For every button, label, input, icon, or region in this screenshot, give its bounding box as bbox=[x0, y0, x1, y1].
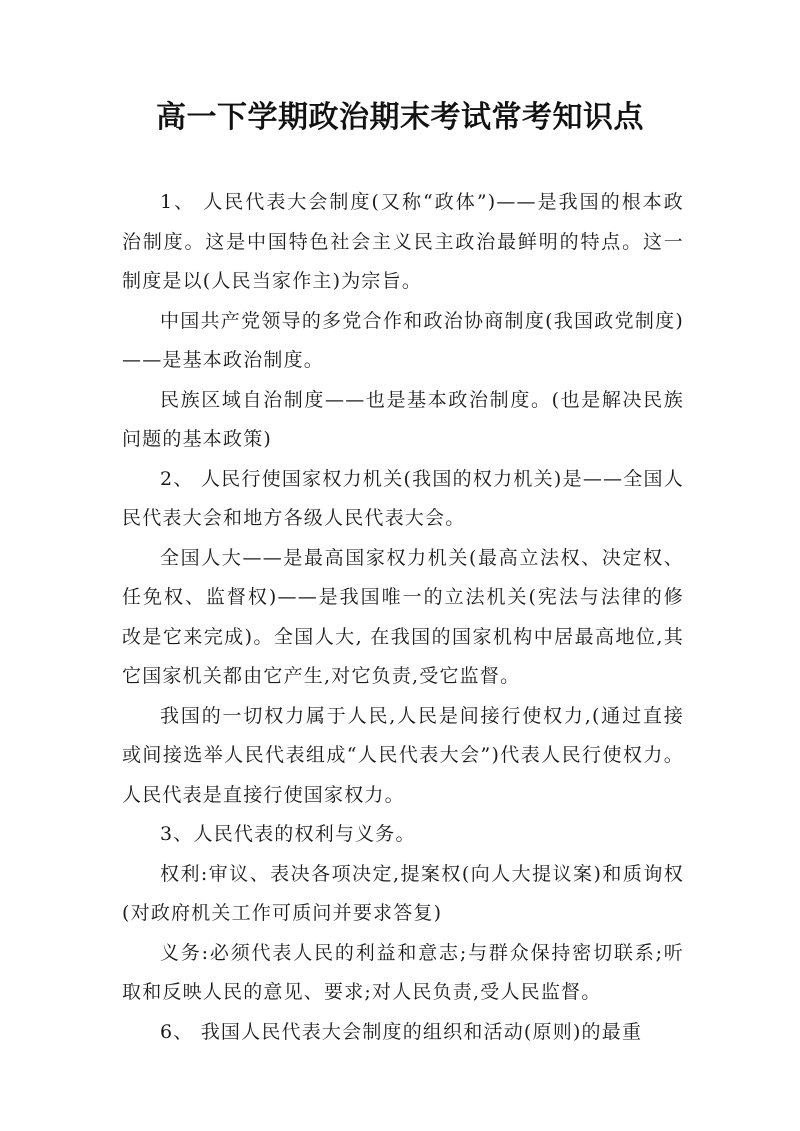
document-title: 高一下学期政治期末考试常考知识点 bbox=[156, 100, 644, 135]
document-body bbox=[122, 183, 684, 1052]
paragraph-3: 民族区域自治制度——也是基本政治制度。(也是解决民族问题的基本政策) bbox=[122, 388, 684, 450]
paragraph-4: 2、 人民行使国家权力机关(我国的权力机关)是——全国人民代表大会和地方各级人民代表大会。 bbox=[122, 467, 684, 529]
paragraph-5: 全国人大——是最高国家权力机关(最高立法权、决定权、任免权、监督权)——是我国唯一的立法机关(宪法与法律的修改是它来完成)。全国人大, 在我国的国家机构中居最高地位,其它国家机关都由它产生,对它负责,受它监督。 bbox=[122, 546, 684, 687]
paragraph-10: 6、 我国人民代表大会制度的组织和活动(原则)的最重 bbox=[160, 1020, 643, 1043]
paragraph-1: 1、 人民代表大会制度(又称“政体”)——是我国的根本政治制度。这是中国特色社会主义民主政治最鲜明的特点。这一制度是以(人民当家作主)为宗旨。 bbox=[122, 191, 684, 292]
paragraph-9: 义务:必须代表人民的利益和意志;与群众保持密切联系;听取和反映人民的意见、要求;对人民负责,受人民监督。 bbox=[122, 941, 684, 1003]
paragraph-7: 3、人民代表的权利与义务。 bbox=[160, 823, 416, 845]
paragraph-2: 中国共产党领导的多党合作和政治协商制度(我国政党制度)——是基本政治制度。 bbox=[122, 309, 684, 371]
paragraph-6: 我国的一切权力属于人民,人民是间接行使权力,(通过直接或间接选举人民代表组成“人民代表大会”)代表人民行使权力。人民代表是直接行使国家权力。 bbox=[122, 704, 684, 806]
paragraph-8: 权利:审议、表决各项决定,提案权(向人大提议案)和质询权(对政府机关工作可质问并要求答复) bbox=[122, 862, 684, 924]
